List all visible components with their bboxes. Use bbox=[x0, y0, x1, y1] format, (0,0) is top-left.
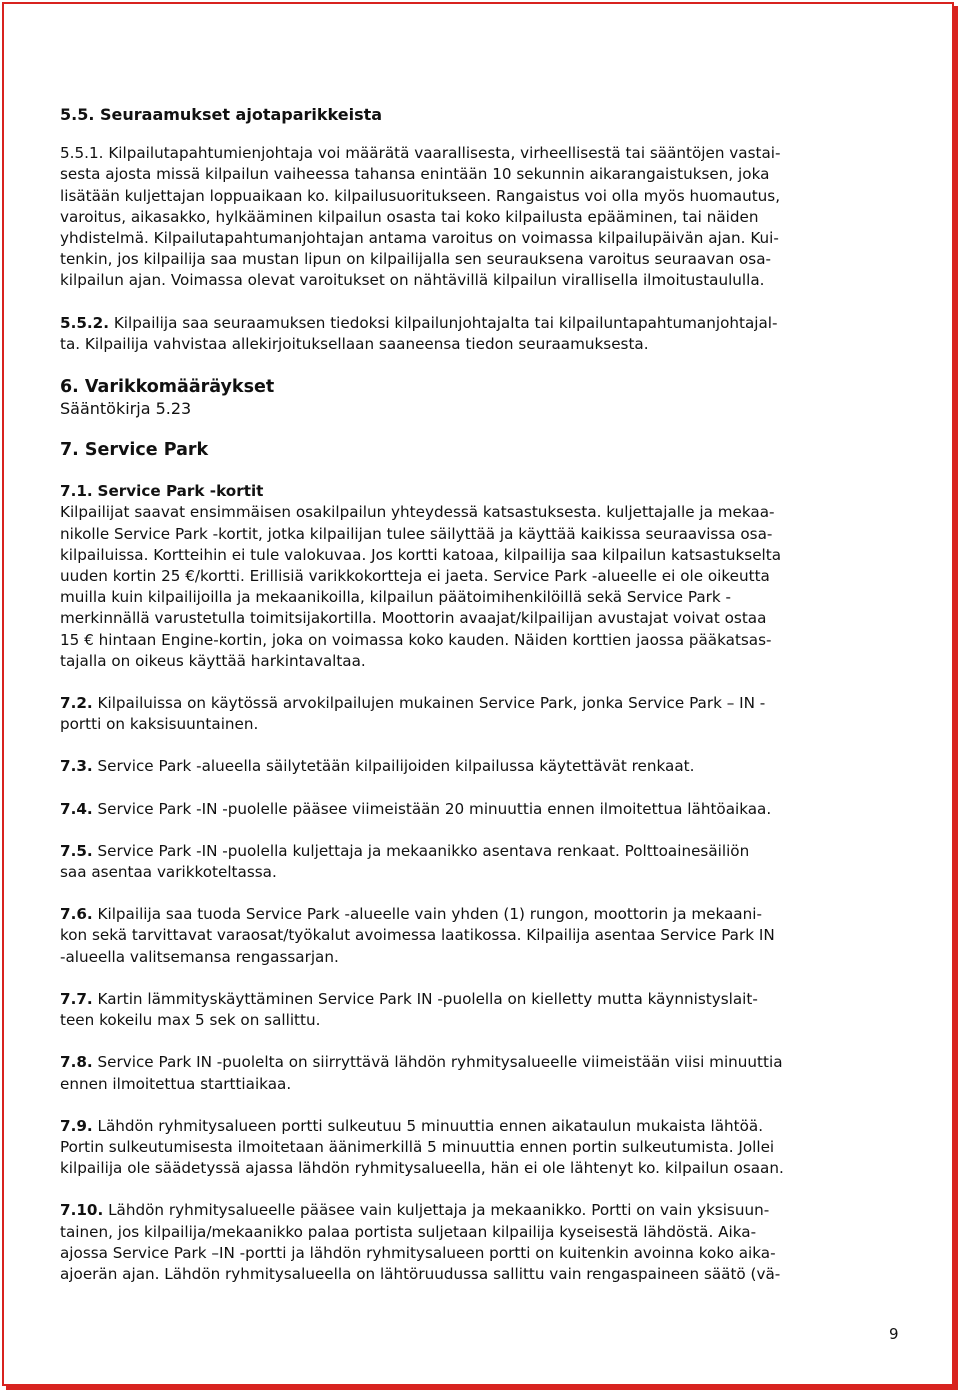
paragraph-number: 7.1. bbox=[60, 482, 93, 501]
paragraph-7-10: 7.10. Lähdön ryhmitysalueelle pääsee vain kuljettaja ja mekaanikko. Portti on vain yksisuun- tainen, jos kilpailija/mekaanikko palaa portista suljetaan kilpailija kyseisestä lähdöstä. Aika- ajossa Service Park –IN -portti ja lähdön ryhmitysalueen portti on kuitenkin avoinna koko aika- ajoerän ajan. Lähdön ryhmitysalueella on lähtöruudussa sallittu vain rengaspaineen säätö (vä- bbox=[60, 1201, 781, 1283]
paragraph-7-4: 7.4. Service Park -IN -puolelle pääsee viimeistään 20 minuuttia ennen ilmoitettua lähtöaikaa. bbox=[60, 799, 772, 818]
paragraph-number: 7.3. bbox=[60, 757, 93, 776]
paragraph-number: 7.6. bbox=[60, 905, 93, 924]
paragraph-7-6: 7.6. Kilpailija saa tuoda Service Park -alueelle vain yhden (1) rungon, moottorin ja mekaani- kon sekä tarvittavat varaosat/työkalut avoimessa laatikossa. Kilpailija asentaa Service Park IN -alueella valitsemansa rengassarjan. bbox=[60, 905, 775, 966]
paragraph-number: 7.2. bbox=[60, 694, 93, 713]
paragraph-number: 7.5. bbox=[60, 841, 93, 860]
paragraph-number: 5.5.1. bbox=[60, 144, 104, 163]
paragraph-7-7: 7.7. Kartin lämmityskäyttäminen Service Park IN -puolella on kielletty mutta käynnistyslait- teen kokeilu max 5 sek on sallittu. bbox=[60, 989, 758, 1030]
paragraph-title: Service Park -kortit bbox=[97, 482, 264, 501]
paragraph-5-5-2: 5.5.2. Kilpailija saa seuraamuksen tiedoksi kilpailunjohtajalta tai kilpailuntapahtumanjohtajal- ta. Kilpailija vahvistaa allekirjoituksellaan saaneensa tiedon seuraamuksesta. bbox=[60, 313, 778, 353]
document-body bbox=[60, 104, 900, 1285]
paragraph-number: 5.5.2. bbox=[60, 313, 110, 332]
paragraph-number: 7.7. bbox=[60, 989, 93, 1008]
heading-6: 6. Varikkomääräykset bbox=[60, 377, 275, 398]
paragraph-number: 7.4. bbox=[60, 799, 93, 818]
paragraph-5-5-1: 5.5.1. Kilpailutapahtumienjohtaja voi määrätä vaarallisesta, virheellisestä tai sääntöjen vastai- sesta ajosta missä kilpailun vaiheessa tahansa enintään 10 sekunnin aikarangaistuksen, joka lisätään kuljettajan loppuaikaan ko. kilpailusuoritukseen. Rangaistus voi olla myös huomautus, varoitus, aikasakko, hylkääminen kilpailun osasta tai koko kilpailusta epääminen, tai näiden yhdistelmä. Kilpailutapahtumanjohtajan antama varoitus on voimassa kilpailupäivän ajan. Kui- tenkin, jos kilpailija saa mustan lipun on kilpailijalla sen seurauksena varoitus seuraavan osa- kilpailun ajan. Voimassa olevat varoitukset on nähtävillä kilpailun virallisella ilmoitustaululla. bbox=[60, 144, 781, 290]
paragraph-number: 7.9. bbox=[60, 1116, 93, 1135]
page-border-shadow-right bbox=[954, 6, 958, 1390]
paragraph-number: 7.8. bbox=[60, 1053, 93, 1072]
heading-7: 7. Service Park bbox=[60, 440, 209, 461]
paragraph-7-3: 7.3. Service Park -alueella säilytetään kilpailijoiden kilpailussa käytettävät renkaat. bbox=[60, 757, 695, 776]
section-title: 5.5. Seuraamukset ajotaparikkeista bbox=[60, 105, 383, 124]
heading-6-subtitle: Sääntökirja 5.23 bbox=[60, 399, 192, 419]
page-number: 9 bbox=[889, 1325, 899, 1343]
paragraph-7-1: 7.1. Service Park -kortit Kilpailijat saavat ensimmäisen osakilpailun yhteydessä katsastuksesta. kuljettajalle ja mekaa- nikolle Service Park -kortit, jotka kilpailijan tulee säilyttää ja käyttää kaikissa seuraavissa osa- kilpailuissa. Kortteihin ei tule valokuvaa. Jos kortti katoaa, kilpailija saa kilpailun katsastukselta uuden kortin 25 €/kortti. Erillisiä varikkokortteja ei jaeta. Service Park -alueelle ei ole oikeutta muilla kuin kilpailijoilla ja mekaanikoilla, kilpailun päätoimihenkilöillä sekä Service Park - merkinnällä varustetulla toimitsijakortilla. Moottorin avaajat/kilpailijan avustajat voivat ostaa 15 € hintaan Engine-kortin, joka on voimassa koko kauden. Näiden korttien jaossa pääkatsas- tajalla on oikeus käyttää harkintavaltaa. bbox=[60, 482, 782, 670]
page-border-shadow-bottom bbox=[6, 1386, 958, 1390]
paragraph-7-2: 7.2. Kilpailuissa on käytössä arvokilpailujen mukainen Service Park, jonka Service Park – IN - portti on kaksisuuntainen. bbox=[60, 694, 766, 734]
paragraph-7-8: 7.8. Service Park IN -puolelta on siirryttävä lähdön ryhmitysalueelle viimeistään viisi minuuttia ennen ilmoitettua starttiaikaa. bbox=[60, 1053, 783, 1093]
paragraph-number: 7.10. bbox=[60, 1201, 104, 1220]
paragraph-7-9: 7.9. Lähdön ryhmitysalueen portti sulkeutuu 5 minuuttia ennen aikataulun mukaista lähtöä. Portin sulkeutumisesta ilmoitetaan äänimerkillä 5 minuuttia ennen portin sulkeutumista. Jollei kilpailija ole säädetyssä ajassa lähdön ryhmitysalueella, hän ei ole lähtenyt ko. kilpailun osaan. bbox=[60, 1116, 784, 1178]
paragraph-7-5: 7.5. Service Park -IN -puolella kuljettaja ja mekaanikko asentava renkaat. Polttoainesäiliön saa asentaa varikkoteltassa. bbox=[60, 841, 750, 882]
